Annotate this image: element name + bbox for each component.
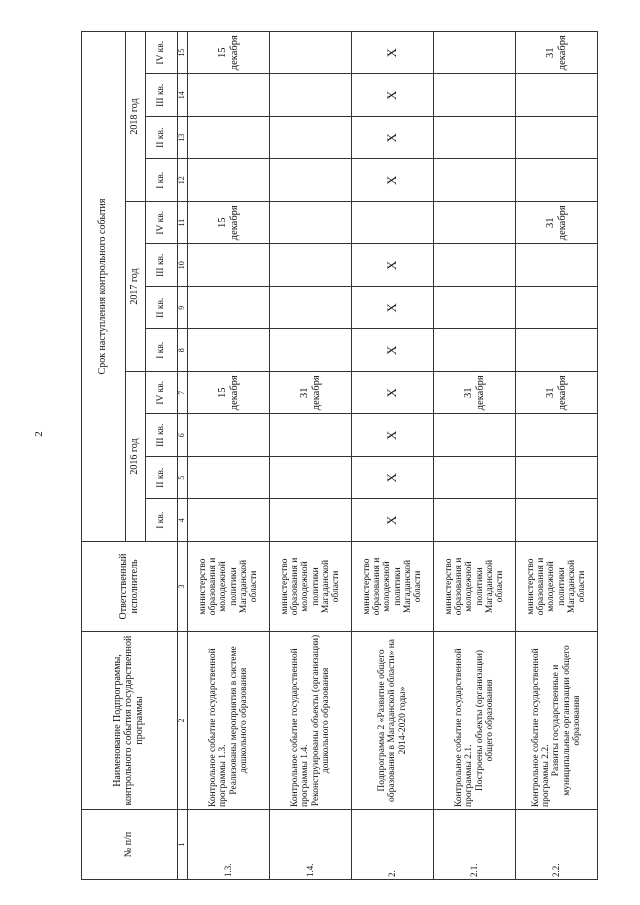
responsible-executor: министерство образования и молодежной политики Магаданской области <box>516 542 598 632</box>
deadline-date: 15 декабря <box>188 31 270 74</box>
responsible-executor: министерство образования и молодежной политики Магаданской области <box>352 542 434 632</box>
row-name-cell <box>188 632 270 810</box>
deadline-cell-empty <box>188 414 270 457</box>
table-row <box>434 31 516 879</box>
header-quarter-2018-q1: I кв. <box>146 159 178 202</box>
header-quarter-2016-q3: III кв. <box>146 414 178 457</box>
deadline-cell-empty <box>516 244 598 287</box>
deadline-cell-empty <box>188 159 270 202</box>
deadline-cell-empty <box>188 117 270 160</box>
column-number: 4 <box>178 499 188 542</box>
row-number: 2.1. <box>434 810 516 880</box>
deadline-cell-empty <box>270 287 352 330</box>
header-name: Наименование Подпрограммы, контрольного события государственной программы <box>82 632 178 810</box>
deadline-mark: X <box>352 31 434 74</box>
deadline-cell-empty <box>188 244 270 287</box>
deadline-mark: X <box>352 159 434 202</box>
column-number: 8 <box>178 329 188 372</box>
control-event-title: Контрольное событие государственной программы 2.1. <box>454 648 475 807</box>
deadline-mark: X <box>352 244 434 287</box>
deadline-cell-empty <box>188 74 270 117</box>
column-number: 12 <box>178 159 188 202</box>
header-deadline: Срок наступления контрольного события <box>82 31 126 541</box>
header-quarter-2017-q1: I кв. <box>146 329 178 372</box>
deadline-cell-empty <box>270 499 352 542</box>
responsible-executor: министерство образования и молодежной политики Магаданской области <box>270 542 352 632</box>
row-number: 1.3. <box>188 810 270 880</box>
page-number: 2 <box>32 431 45 437</box>
row-name-cell <box>270 632 352 810</box>
deadline-cell-empty <box>352 202 434 245</box>
deadline-date: 31 декабря <box>434 372 516 415</box>
header-quarter-2018-q4: IV кв. <box>146 31 178 74</box>
column-number: 2 <box>178 632 188 810</box>
rotated-table-container <box>81 32 598 880</box>
deadline-mark: X <box>352 499 434 542</box>
column-number: 5 <box>178 457 188 500</box>
deadline-cell-empty <box>270 244 352 287</box>
deadline-date: 15 декабря <box>188 202 270 245</box>
deadline-cell-empty <box>270 329 352 372</box>
deadline-cell-empty <box>270 31 352 74</box>
deadline-cell-empty <box>434 457 516 500</box>
deadline-mark: X <box>352 287 434 330</box>
deadline-cell-empty <box>188 287 270 330</box>
deadline-cell-empty <box>434 31 516 74</box>
header-quarter-2018-q3: III кв. <box>146 74 178 117</box>
deadline-cell-empty <box>434 287 516 330</box>
column-number: 1 <box>178 810 188 880</box>
table-row <box>270 31 352 879</box>
deadline-date: 31 декабря <box>270 372 352 415</box>
deadline-cell-empty <box>270 159 352 202</box>
deadline-cell-empty <box>270 202 352 245</box>
deadline-cell-empty <box>270 74 352 117</box>
header-quarter-2018-q2: II кв. <box>146 117 178 160</box>
table-row <box>188 31 270 879</box>
deadline-cell-empty <box>270 414 352 457</box>
deadline-cell-empty <box>434 117 516 160</box>
column-number: 6 <box>178 414 188 457</box>
responsible-executor: министерство образования и молодежной политики Магаданской области <box>434 542 516 632</box>
column-number: 3 <box>178 542 188 632</box>
deadline-cell-empty <box>188 499 270 542</box>
deadline-date: 31 декабря <box>516 372 598 415</box>
deadline-cell-empty <box>188 457 270 500</box>
header-num: № п/п <box>82 810 178 880</box>
deadline-cell-empty <box>434 329 516 372</box>
deadline-cell-empty <box>434 202 516 245</box>
header-year-2017: 2017 год <box>126 202 146 372</box>
deadline-cell-empty <box>516 414 598 457</box>
deadline-mark: X <box>352 414 434 457</box>
deadline-cell-empty <box>516 159 598 202</box>
deadline-cell-empty <box>516 74 598 117</box>
column-number: 11 <box>178 202 188 245</box>
row-name-cell <box>352 632 434 810</box>
control-event-title: Контрольное событие государственной программы 2.2. <box>530 648 552 807</box>
responsible-executor: министерство образования и молодежной политики Магаданской области <box>188 542 270 632</box>
row-name-cell <box>516 632 598 810</box>
header-quarter-2017-q2: II кв. <box>146 287 178 330</box>
deadline-cell-empty <box>516 329 598 372</box>
row-number: 2.2. <box>516 810 598 880</box>
column-number: 7 <box>178 372 188 415</box>
header-quarter-2017-q4: IV кв. <box>146 202 178 245</box>
deadline-mark: X <box>352 74 434 117</box>
header-executor: Ответственный исполнитель <box>82 542 178 632</box>
deadline-date: 31 декабря <box>516 202 598 245</box>
deadline-mark: X <box>352 117 434 160</box>
deadline-cell-empty <box>270 117 352 160</box>
deadline-mark: X <box>352 329 434 372</box>
header-year-2018: 2018 год <box>126 31 146 201</box>
row-name-cell <box>434 632 516 810</box>
control-event-description: Построены объекты (организации) общего образования <box>474 649 495 792</box>
deadline-cell-empty <box>434 244 516 287</box>
deadline-cell-empty <box>434 159 516 202</box>
deadline-cell-empty <box>434 74 516 117</box>
column-number: 9 <box>178 287 188 330</box>
deadline-cell-empty <box>434 414 516 457</box>
deadline-date: 15 декабря <box>188 372 270 415</box>
deadline-mark: X <box>352 372 434 415</box>
control-event-description: Развиты государственные и муниципальные организации общего образования <box>551 645 582 796</box>
deadline-cell-empty <box>270 457 352 500</box>
deadline-cell-empty <box>188 329 270 372</box>
header-quarter-2016-q1: I кв. <box>146 499 178 542</box>
row-number: 1.4. <box>270 810 352 880</box>
column-numbers-row <box>178 31 188 879</box>
deadline-cell-empty <box>516 457 598 500</box>
control-event-description: Реализованы мероприятия в системе дошкольного образования <box>228 646 249 795</box>
column-number: 10 <box>178 244 188 287</box>
control-events-table <box>81 31 598 880</box>
table-row <box>516 31 598 879</box>
header-quarter-2017-q3: III кв. <box>146 244 178 287</box>
control-event-title: Контрольное событие государственной программы 1.4. <box>290 648 311 807</box>
deadline-cell-empty <box>434 499 516 542</box>
deadline-mark: X <box>352 457 434 500</box>
header-year-2016: 2016 год <box>126 372 146 542</box>
column-number: 14 <box>178 74 188 117</box>
row-number: 2. <box>352 810 434 880</box>
control-event-description: Подпрограмма 2 «Развитие общего образования в Магаданской области» на 2014-2020 годы» <box>377 639 408 802</box>
deadline-cell-empty <box>516 287 598 330</box>
column-number: 13 <box>178 117 188 160</box>
deadline-cell-empty <box>516 499 598 542</box>
control-event-description: Реконструированы объекты (организации) дошкольного образования <box>310 634 331 807</box>
header-quarter-2016-q2: II кв. <box>146 457 178 500</box>
deadline-date: 31 декабря <box>516 31 598 74</box>
table-row <box>352 31 434 879</box>
deadline-cell-empty <box>516 117 598 160</box>
column-number: 15 <box>178 31 188 74</box>
header-quarter-2016-q4: IV кв. <box>146 372 178 415</box>
control-event-title: Контрольное событие государственной программы 1.3. <box>208 648 229 807</box>
